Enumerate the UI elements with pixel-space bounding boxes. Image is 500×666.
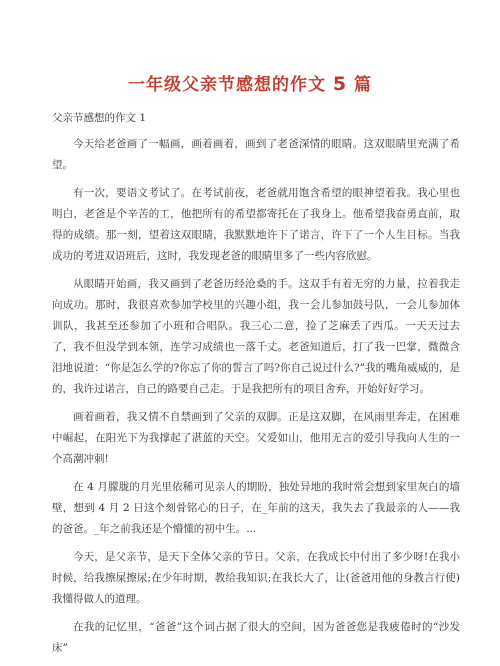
section-subtitle: 父亲节感想的作文 1 xyxy=(52,112,147,124)
document-title xyxy=(0,70,500,95)
title-main: 一年级父亲节感想的作文 xyxy=(127,75,326,95)
paragraph: 在 4 月朦胧的月光里依稀可见亲人的期盼，独处异地的我时常会想到家里灰白的墙壁，想到 4 月 2 日这个刻骨铭心的日子，在_年前的这天，我失去了我最亲的人——我的爸爸。_年之前我还是个懵懂的初中生。... xyxy=(52,481,460,535)
title-suffix: 篇 xyxy=(354,75,373,95)
paragraph: 有一次，要语文考试了。在考试前夜，老爸就用饱含希望的眼神望着我。我心里也明白，老爸是个辛苦的工，他把所有的希望都寄托在了我身上。他希望我奋勇直前，取得的成绩。那一刻，望着这双眼睛，我默默地许下了诺言，许下了一个人生目标。当我成功的考进双语班后，这时，我发现老爸的眼睛里多了一些内容欣慰。 xyxy=(52,187,460,262)
title-number: 5 xyxy=(332,73,348,95)
paragraph: 今天给老爸画了一幅画，画着画着，画到了老爸深情的眼睛。这双眼睛里充满了希望。 xyxy=(52,138,460,171)
paragraph: 今天，是父亲节，是天下全体父亲的节日。父亲，在我成长中付出了多少呀!在我小时候，给我擦屎擦尿;在少年时期，教给我知识;在我长大了，让(爸爸用他的身教言行使)我懂得做人的道理。 xyxy=(52,551,460,605)
paragraph: 在我的记忆里，“爸爸”这个词占据了很大的空间，因为爸爸您是我疲倦时的“沙发床” xyxy=(52,621,460,654)
paragraph: 画着画着，我又情不自禁画到了父亲的双脚。正是这双脚，在风雨里奔走，在困难中崛起，在阳光下为我撑起了湛蓝的天空。父爱如山，他用无言的爱引导我向人生的一个高潮冲刺! xyxy=(52,411,460,465)
document-body xyxy=(52,134,460,666)
paragraph: 从眼睛开始画，我又画到了老爸历经沧桑的手。这双手有着无穷的力量，拉着我走向成功。那时，我很喜欢参加学校里的兴趣小组，我一会儿参加鼓号队，一会儿参加体训队，我甚至还参加了小班和合唱队。我三心二意，捡了芝麻丢了西瓜。一天天过去了，我不但没学到本领，连学习成绩也一落千丈。老爸知道后，打了我一巴掌，微微含泪地说道：“你是怎么学的?你忘了你的誓言了吗?你自己说过什么?”我的嘴角威威的，是的，我许过诺言，自己的路要自己走。于是我把所有的项目舍弃，开始好好学习。 xyxy=(52,278,460,395)
